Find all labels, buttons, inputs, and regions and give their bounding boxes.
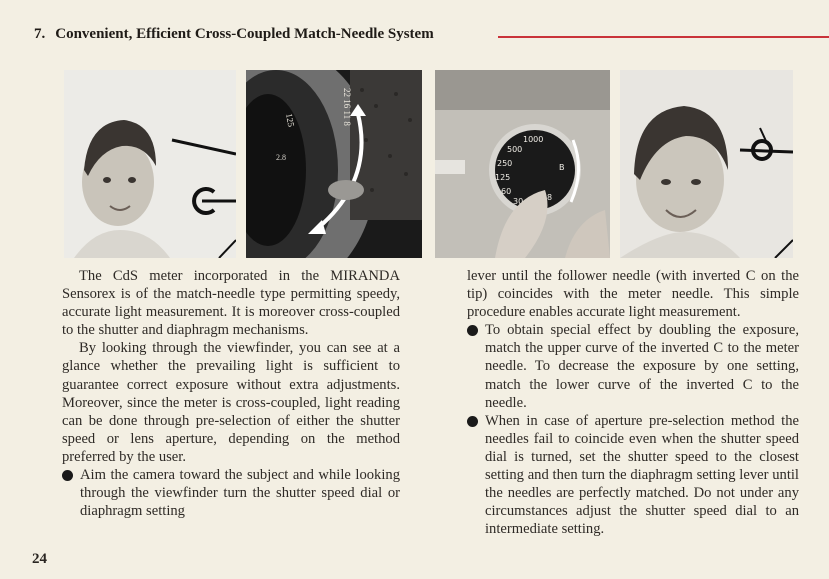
section-heading xyxy=(34,26,434,43)
bullet-dot-icon xyxy=(62,470,73,481)
svg-text:60: 60 xyxy=(501,187,512,196)
shutter-dial-icon xyxy=(435,70,610,258)
svg-text:1000: 1000 xyxy=(523,135,544,144)
svg-text:125: 125 xyxy=(495,173,511,182)
boy-portrait-with-needle-icon xyxy=(64,70,236,258)
bullet-text: To obtain special effect by doubling the exposure, match the upper curve of the inverted C to the meter needle. To decrease the exposure by one setting, match the lower curve of the inverted C to the needle. xyxy=(485,322,799,411)
heading-rule xyxy=(498,36,829,38)
svg-text:250: 250 xyxy=(497,159,513,168)
bullet-text: When in case of aperture pre-selection method the needles fail to coincide even when the shutter speed dial is turned, set the shutter speed to the closest setting and then turn the diaphragm setting lever until the needles are perfectly matched. Do not under any circumstances adjust the shutter speed dial to an intermediate setting. xyxy=(485,412,799,538)
bullet-item xyxy=(467,321,799,411)
svg-text:500: 500 xyxy=(507,145,523,154)
svg-text:22 16 11 8: 22 16 11 8 xyxy=(342,88,352,126)
bullet-item xyxy=(62,466,400,520)
lens-closeup-photo xyxy=(246,70,422,258)
bullet-dot-icon xyxy=(467,416,478,427)
boy-photo-left xyxy=(64,70,236,258)
bullet-item xyxy=(467,412,799,539)
section-title: Convenient, Efficient Cross-Coupled Match-Needle System xyxy=(55,26,434,42)
right-text-column xyxy=(467,267,799,538)
left-text-column xyxy=(62,267,400,520)
shutter-dial-photo xyxy=(435,70,610,258)
svg-text:8: 8 xyxy=(547,193,553,202)
section-number: 7. xyxy=(34,26,46,42)
boy-portrait-with-needle-icon xyxy=(620,70,793,258)
bullet-text: Aim the camera toward the subject and while looking through the viewfinder turn the shutter speed dial or diaphragm setting xyxy=(80,467,400,520)
aperture-ring-icon xyxy=(246,70,422,258)
bullet-dot-icon xyxy=(467,325,478,336)
svg-text:2.8: 2.8 xyxy=(276,153,286,162)
svg-text:B: B xyxy=(559,163,565,172)
svg-text:125: 125 xyxy=(284,112,297,128)
paragraph-intro: The CdS meter incorporated in the MIRANDA Sensorex is of the match-needle type permitting speedy, accurate light measurement. It is moreover cross-coupled to the shutter and diaphragm mechanisms. xyxy=(62,268,400,339)
page-number: 24 xyxy=(32,551,47,567)
boy-photo-right xyxy=(620,70,793,258)
svg-text:30: 30 xyxy=(513,197,524,206)
paragraph-continued: lever until the follower needle (with inverted C on the tip) coincides with the meter needle. This simple procedure enables accurate light measurement. xyxy=(467,268,799,321)
paragraph-viewfinder: By looking through the viewfinder, you can see at a glance whether the prevailing light is sufficient to guarantee correct exposure without extra adjustments. Moreover, since the meter is cross-coupled, light reading can be done through pre-selection of either the shutter speed or lens aperture, depending on the method preferred by the user. xyxy=(62,340,400,465)
